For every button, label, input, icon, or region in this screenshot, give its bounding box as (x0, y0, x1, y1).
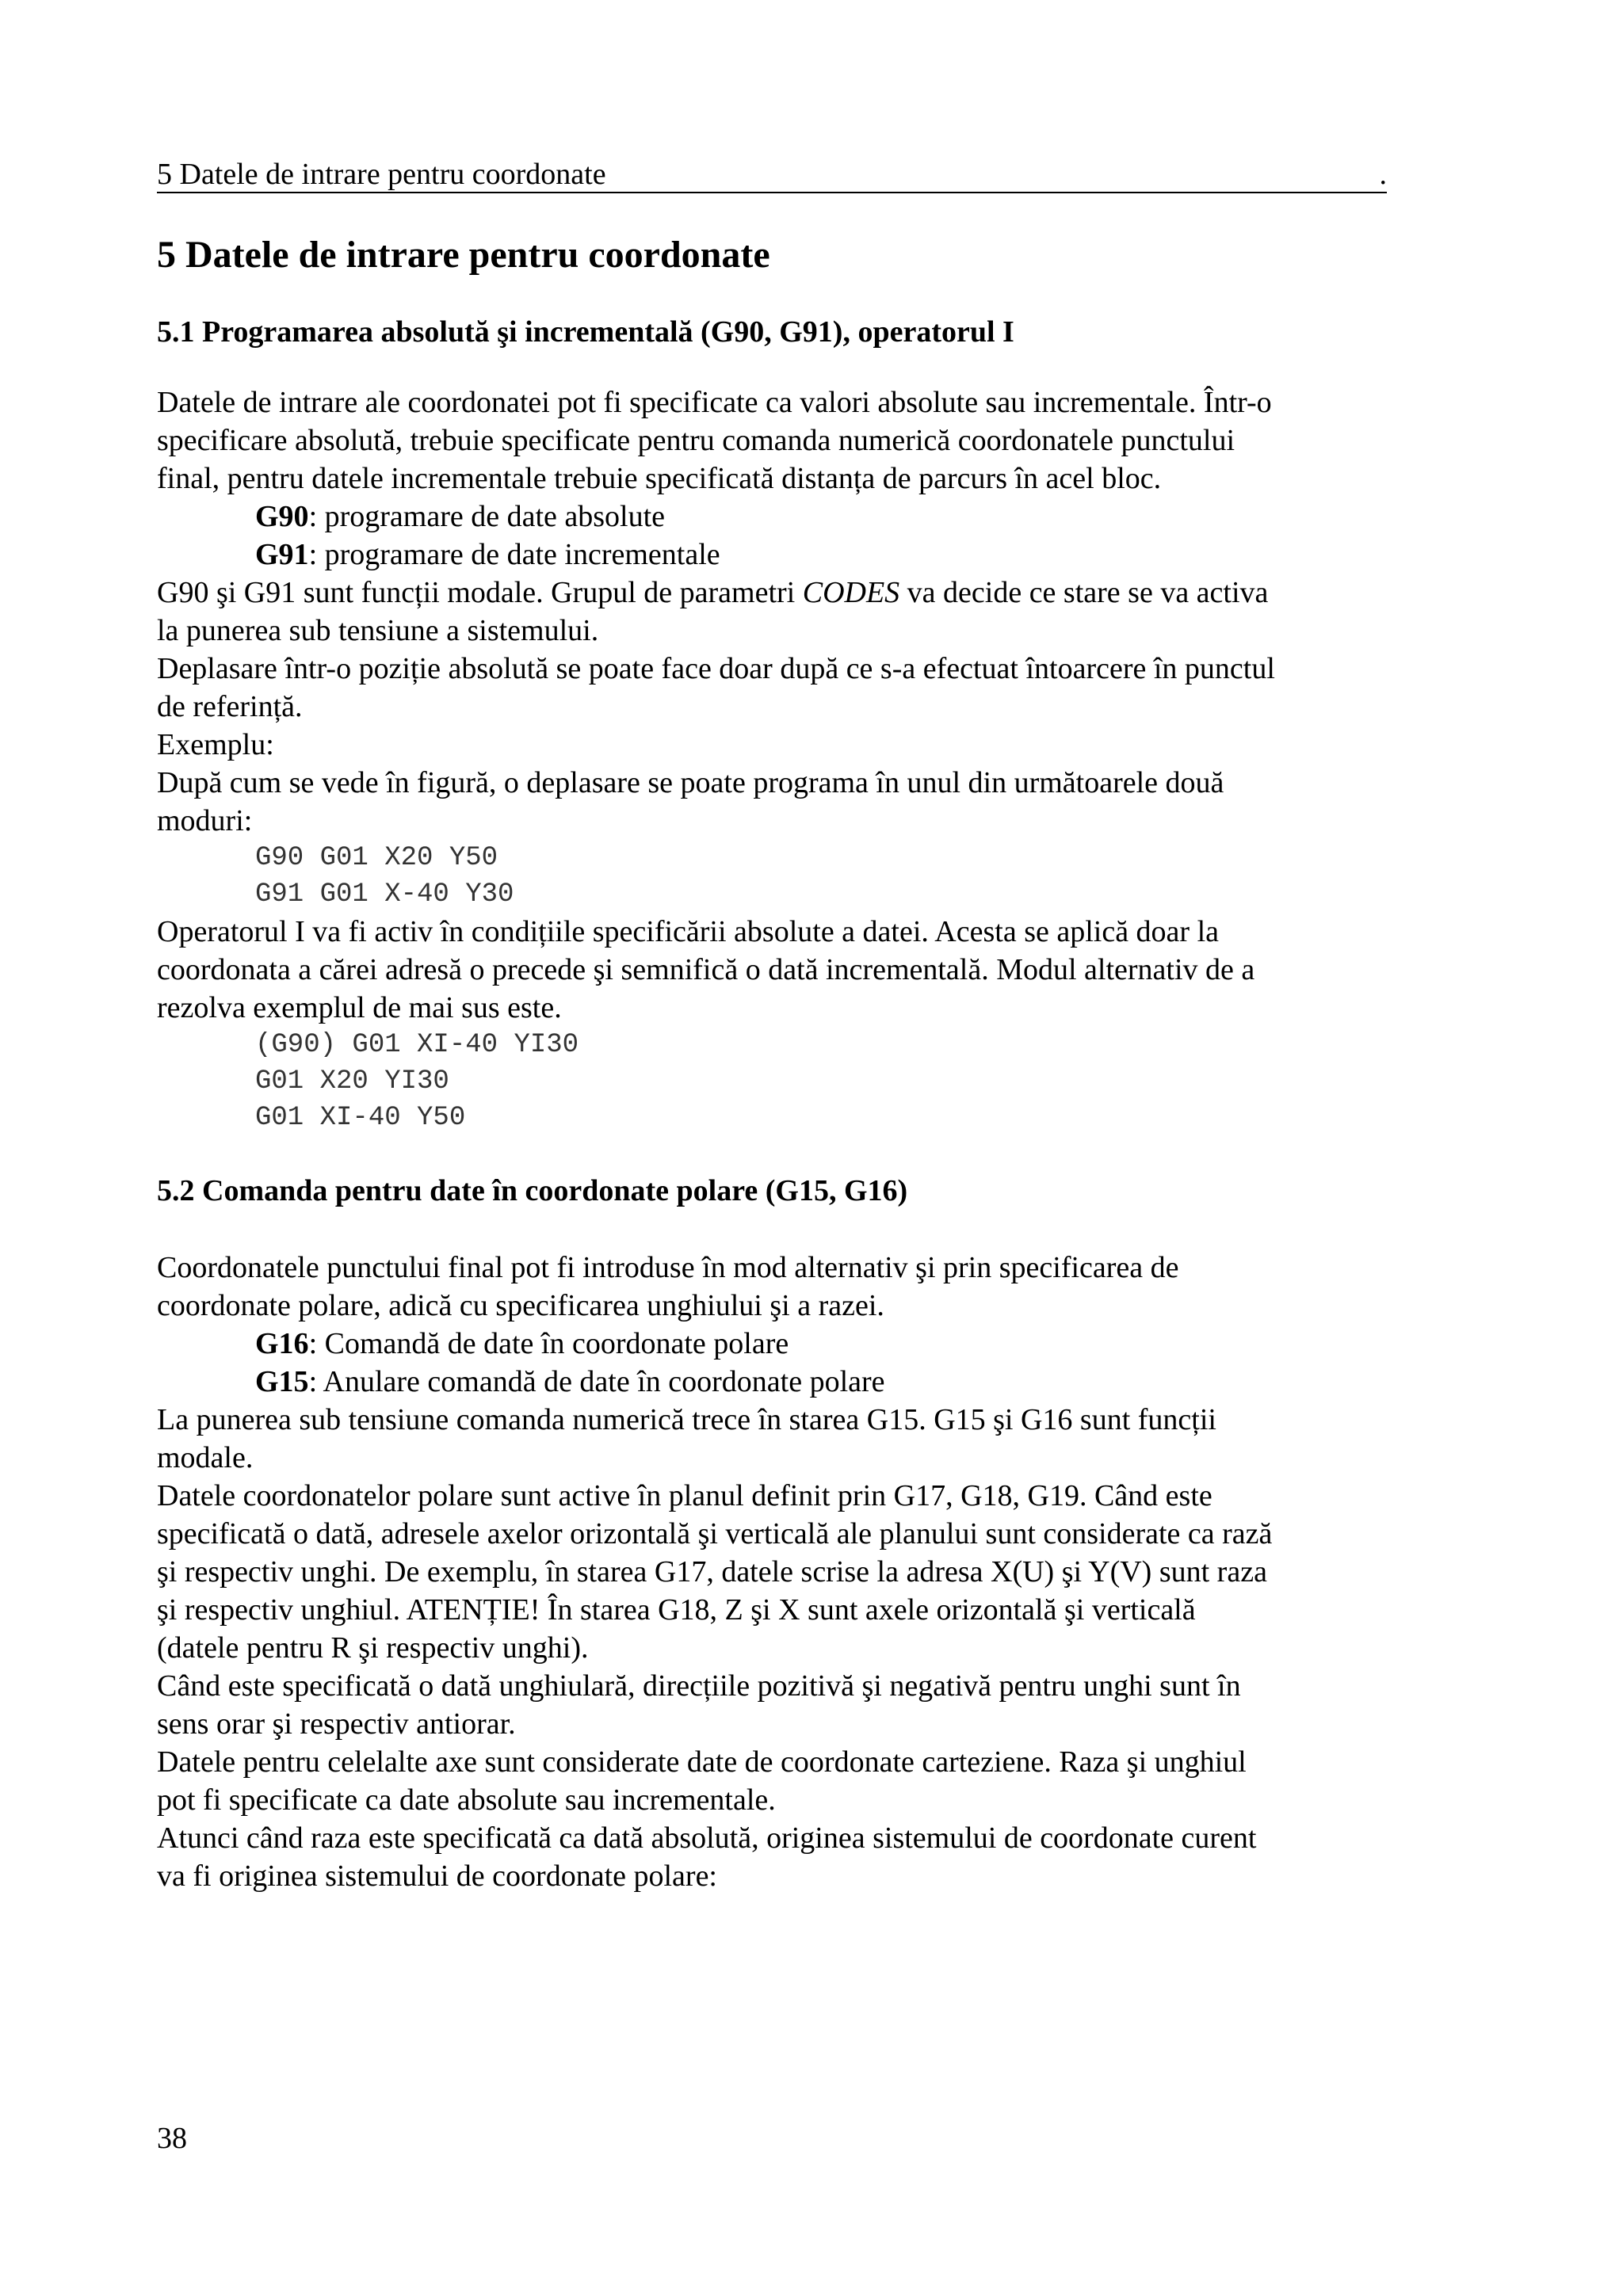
g16-description: : Comandă de date în coordonate polare (308, 1327, 789, 1360)
code-line: (G90) G01 XI-40 YI30 (255, 1030, 579, 1060)
running-header-title: 5 Datele de intrare pentru coordonate (157, 158, 606, 191)
g90-code: G90 (255, 500, 309, 533)
text-line: va fi originea sistemului de coordonate polare: (157, 1859, 717, 1893)
text-line: modale. (157, 1441, 254, 1474)
text-line: final, pentru datele incrementale trebuie specificată distanța de parcurs în acel bloc. (157, 462, 1162, 495)
text-line: specificare absolută, trebuie specificate pentru comanda numerică coordonatele punctului (157, 424, 1235, 457)
text-line: Datele pentru celelalte axe sunt considerate date de coordonate carteziene. Raza şi unghiul (157, 1745, 1247, 1779)
text-line: Datele coordonatelor polare sunt active în planul definit prin G17, G18, G19. Când este (157, 1479, 1212, 1512)
g91-description: : programare de date incrementale (308, 538, 720, 571)
g90-definition (157, 498, 1387, 536)
g15-description: : Anulare comandă de date în coordonate polare (308, 1365, 885, 1398)
g91-code: G91 (255, 538, 309, 571)
g15-definition (157, 1363, 1387, 1401)
page-number: 38 (157, 2122, 187, 2155)
section-title-5-1: 5.1 Programarea absolută şi incrementală (G90, G91), operatorul I (157, 315, 1014, 349)
running-header-dot: . (1379, 158, 1387, 191)
text-line: Când este specificată o dată unghiulară, direcțiile pozitivă şi negativă pentru unghi sunt în (157, 1669, 1241, 1703)
text-line: rezolva exemplul de mai sus este. (157, 991, 562, 1024)
example-label: Exemplu: (157, 728, 274, 761)
text-line: specificată o dată, adresele axelor orizontală şi verticală ale planului sunt considerate ca rază (157, 1517, 1273, 1550)
code-example-1 (157, 840, 1387, 913)
text-line: Coordonatele punctului final pot fi introduse în mod alternativ şi prin specificarea de (157, 1251, 1179, 1284)
text-line: pot fi specificate ca date absolute sau incrementale. (157, 1783, 776, 1817)
text-line: şi respectiv unghiul. ATENȚIE! În starea G18, Z şi X sunt axele orizontală şi verticală (157, 1593, 1196, 1627)
code-line: G90 G01 X20 Y50 (255, 843, 498, 873)
text-line: Atunci când raza este specificată ca dată absolută, originea sistemului de coordonate curent (157, 1821, 1257, 1855)
text-span: va decide ce stare se va activa (899, 576, 1269, 609)
g16-code: G16 (255, 1327, 309, 1360)
text-span: G90 şi G91 sunt funcții modale. Grupul de parametri (157, 576, 803, 609)
text-line: La punerea sub tensiune comanda numerică trece în starea G15. G15 şi G16 sunt funcții (157, 1403, 1216, 1436)
text-line: (datele pentru R şi respectiv unghi). (157, 1631, 589, 1665)
text-line: coordonate polare, adică cu specificarea unghiului şi a razei. (157, 1289, 884, 1322)
text-line: de referință. (157, 690, 303, 723)
text-line: După cum se vede în figură, o deplasare se poate programa în unul din următoarele două (157, 766, 1224, 799)
text-line: moduri: (157, 804, 253, 837)
g91-definition (157, 536, 1387, 574)
text-line: sens orar şi respectiv antiorar. (157, 1707, 516, 1741)
code-line: G91 G01 X-40 Y30 (255, 879, 514, 910)
text-line: şi respectiv unghi. De exemplu, în starea G17, datele scrise la adresa X(U) şi Y(V) sunt raza (157, 1555, 1267, 1589)
text-line: coordonata a cărei adresă o precede şi semnifică o dată incrementală. Modul alternativ de a (157, 953, 1255, 986)
text-line: Deplasare într-o poziție absolută se poate face doar după ce s-a efectuat întoarcere în punctul (157, 652, 1275, 685)
text-line: la punerea sub tensiune a sistemului. (157, 614, 599, 647)
code-line: G01 XI-40 Y50 (255, 1103, 466, 1133)
running-header (157, 155, 1387, 193)
section-5-1-intro (157, 383, 1387, 498)
section-5-2-intro (157, 1249, 1387, 1325)
g15-code: G15 (255, 1365, 309, 1398)
g90-description: : programare de date absolute (308, 500, 666, 533)
section-5-2-body (157, 1401, 1387, 1895)
code-line: G01 X20 YI30 (255, 1066, 449, 1097)
text-line: Operatorul I va fi activ în condițiile specificării absolute a datei. Acesta se aplică doar la (157, 915, 1220, 948)
chapter-title: 5 Datele de intrare pentru coordonate (157, 234, 770, 276)
g16-definition (157, 1325, 1387, 1363)
document-page (157, 155, 1387, 1895)
code-example-2 (157, 1027, 1387, 1136)
section-title-5-2: 5.2 Comanda pentru date în coordonate polare (G15, G16) (157, 1174, 908, 1207)
text-line: Datele de intrare ale coordonatei pot fi specificate ca valori absolute sau incrementale. Într-o (157, 386, 1272, 419)
codes-parameter: CODES (802, 576, 900, 609)
modal-functions-text (157, 574, 1387, 612)
